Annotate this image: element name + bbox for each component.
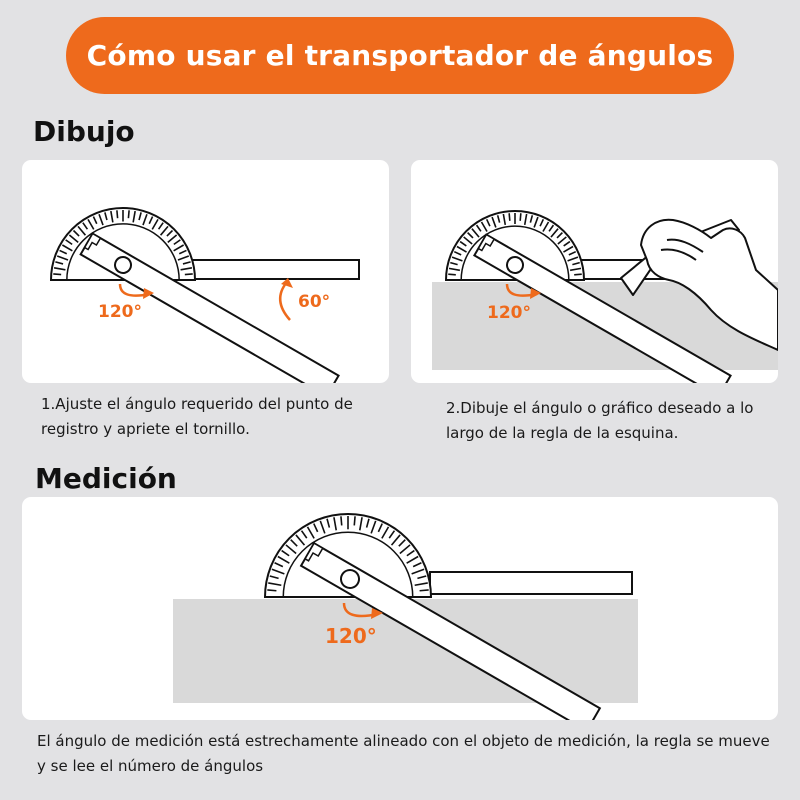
section-heading-drawing: Dibujo <box>33 115 135 148</box>
caption-step1 <box>41 392 353 442</box>
protractor-tick <box>420 590 429 591</box>
title-banner <box>66 17 734 94</box>
page-title: Cómo usar el transportador de ángulos <box>86 39 714 72</box>
caption-measurement-line2: y se lee el número de ángulos <box>37 757 264 775</box>
caption-step2-line1: 2.Dibuje el ángulo o gráfico deseado a lo <box>446 399 754 417</box>
protractor-tick <box>185 274 193 275</box>
protractor-tick <box>341 516 342 525</box>
protractor-tick <box>53 274 61 275</box>
protractor-illustration-step2 <box>411 160 778 383</box>
caption-measurement-line1: El ángulo de medición está estrechamente alineado con el objeto de medición, la regla se mueve <box>37 732 770 750</box>
caption-step1-line1: 1.Ajuste el ángulo requerido del punto de <box>41 395 353 413</box>
angle-label-120: 120° <box>98 302 142 322</box>
drawing-step2-panel <box>411 160 778 383</box>
section-heading-measurement: Medición <box>35 462 177 495</box>
caption-measurement <box>37 729 770 779</box>
angle-arrow-60 <box>280 282 290 320</box>
angle-label-120: 120° <box>487 303 531 323</box>
protractor-fixed-arm <box>187 260 359 279</box>
protractor-fixed-arm <box>430 572 632 594</box>
angle-label-60: 60° <box>298 292 331 312</box>
protractor-tick <box>128 210 129 218</box>
protractor-illustration-step1 <box>22 160 389 383</box>
protractor-tick <box>574 274 582 275</box>
protractor-tick <box>267 590 276 591</box>
caption-step2 <box>446 396 753 446</box>
protractor-tick <box>117 210 118 218</box>
angle-label-120: 120° <box>325 624 377 648</box>
protractor-tick <box>448 274 456 275</box>
protractor-illustration-measurement <box>22 497 778 720</box>
protractor-tick <box>509 213 510 221</box>
caption-step2-line2: largo de la regla de la esquina. <box>446 424 679 442</box>
protractor-tick <box>520 213 521 221</box>
measurement-panel <box>22 497 778 720</box>
caption-step1-line2: registro y apriete el tornillo. <box>41 420 250 438</box>
drawing-step1-panel <box>22 160 389 383</box>
protractor-tick <box>354 516 355 525</box>
